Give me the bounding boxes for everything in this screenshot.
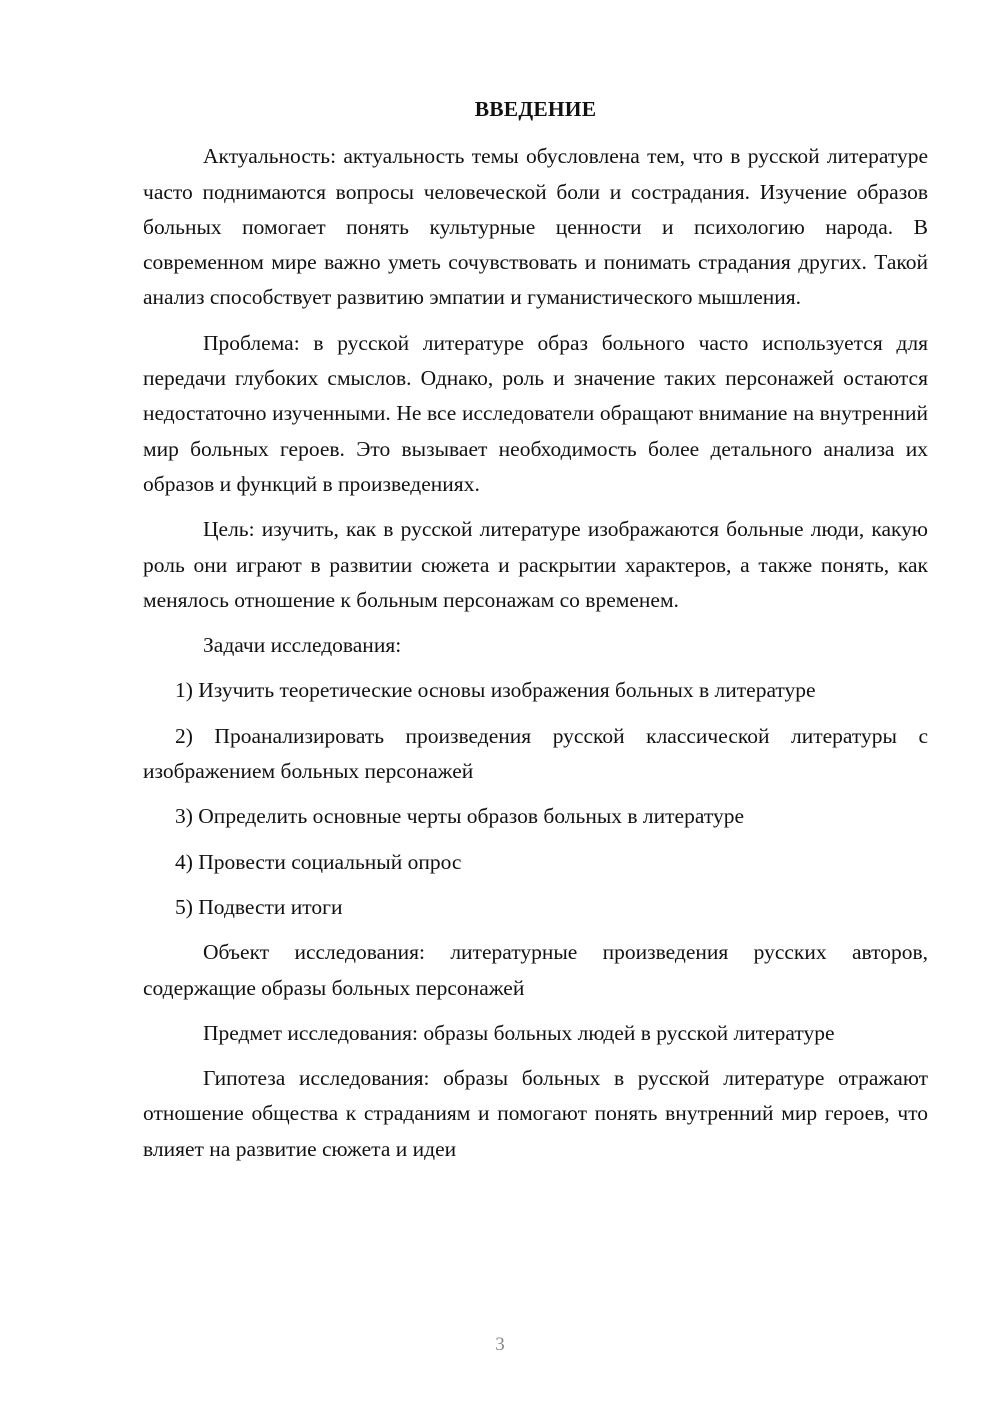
task-item: 2) Проанализировать произведения русской классической литературы с изображением больных персонажей [143,723,928,784]
tasks-list [143,673,928,925]
page-title: ВВЕДЕНИЕ [474,97,597,121]
paragraph-relevance: Актуальность: актуальность темы обусловлена тем, что в русской литературе часто поднимаются вопросы человеческой боли и сострадания. Изучение образов больных помогает понять культурные ценности и психологию народа. В современном мире важно уметь сочувствовать и понимать страдания других. Такой анализ способствует развитию эмпатии и гуманистического мышления. [143,144,928,310]
page-number: 3 [495,1334,505,1355]
task-item: 1) Изучить теоретические основы изображения больных в литературе [175,678,816,703]
paragraph-goal: Цель: изучить, как в русской литературе изображаются больные люди, какую роль они играют в развитии сюжета и раскрытии характеров, а также понять, как менялось отношение к больным персонажам со временем. [143,517,928,612]
paragraph-object: Объект исследования: литературные произведения русских авторов, содержащие образы больных персонажей [143,940,928,1000]
paragraph-subject: Предмет исследования: образы больных людей в русской литературе [203,1020,835,1045]
tasks-heading: Задачи исследования: [203,633,402,658]
paragraph-problem: Проблема: в русской литературе образ больного часто используется для передачи глубоких смыслов. Однако, роль и значение таких персонажей остаются недостаточно изученными. Не все исследователи обращают внимание на внутренний мир больных героев. Это вызывает необходимость более детального анализа их образов и функций в произведениях. [143,330,928,496]
paragraph-hypothesis: Гипотеза исследования: образы больных в русской литературе отражают отношение общества к страданиям и помогают понять внутренний мир героев, что влияет на развитие сюжета и идеи [143,1066,928,1161]
task-item: 5) Подвести итоги [175,894,343,919]
task-item: 4) Провести социальный опрос [175,849,462,874]
document-page [143,92,928,1177]
task-item: 3) Определить основные черты образов больных в литературе [175,804,744,829]
